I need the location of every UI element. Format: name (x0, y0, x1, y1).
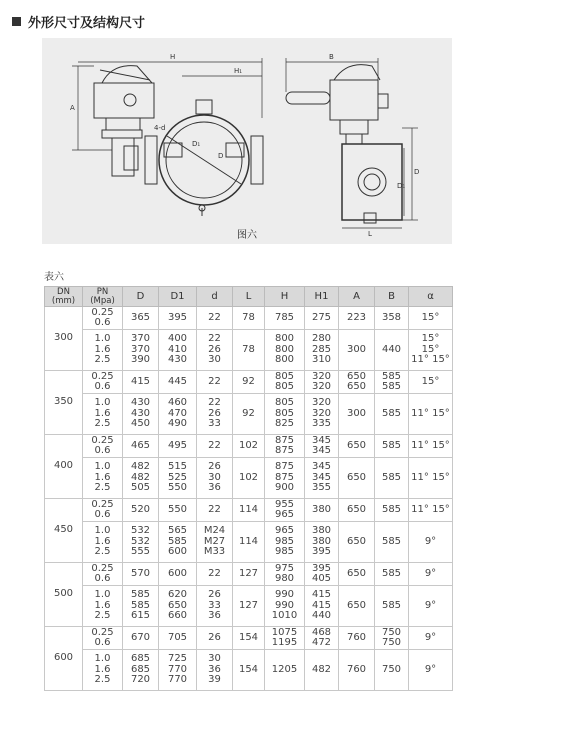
cell-h: 975 980 (265, 563, 305, 586)
table-row (45, 627, 453, 650)
cell-d: 365 (123, 307, 159, 330)
square-bullet-icon (12, 17, 21, 26)
cell-dn: 350 (45, 371, 83, 435)
cell-b: 750 750 (375, 627, 409, 650)
cell-bolt-d: 22 (197, 371, 233, 394)
cell-bolt-d: 22 (197, 307, 233, 330)
cell-h: 800 800 800 (265, 330, 305, 371)
cell-a: 650 (339, 435, 375, 458)
cell-dn: 500 (45, 563, 83, 627)
cell-a: 300 (339, 394, 375, 435)
cell-alpha: 11° 15° (409, 394, 453, 435)
cell-a: 650 (339, 499, 375, 522)
cell-pn: 0.25 0.6 (83, 307, 123, 330)
cell-a: 223 (339, 307, 375, 330)
table-row (45, 522, 453, 563)
cell-dn: 450 (45, 499, 83, 563)
cell-d1: 495 (159, 435, 197, 458)
cell-l: 154 (233, 627, 265, 650)
cell-alpha: 15° (409, 307, 453, 330)
cell-d1: 600 (159, 563, 197, 586)
section-title-text: 外形尺寸及结构尺寸 (28, 16, 146, 31)
cell-h1: 468 472 (305, 627, 339, 650)
cell-h1: 280 285 310 (305, 330, 339, 371)
cell-pn: 0.25 0.6 (83, 499, 123, 522)
cell-dn: 400 (45, 435, 83, 499)
header-pn: PN (Mpa) (83, 287, 123, 307)
dimension-table (44, 286, 453, 691)
cell-d1: 515 525 550 (159, 458, 197, 499)
cell-h: 1075 1195 (265, 627, 305, 650)
cell-pn: 1.0 1.6 2.5 (83, 586, 123, 627)
cell-l: 78 (233, 307, 265, 330)
table-row (45, 586, 453, 627)
cell-h1: 395 405 (305, 563, 339, 586)
dim-label-l: L (368, 230, 372, 238)
cell-l: 102 (233, 435, 265, 458)
table-row (45, 458, 453, 499)
valve-side-body (342, 144, 402, 220)
table-row (45, 330, 453, 371)
cell-h1: 320 320 335 (305, 394, 339, 435)
cell-alpha: 15° (409, 371, 453, 394)
cell-l: 92 (233, 371, 265, 394)
cell-alpha: 11° 15° (409, 458, 453, 499)
header-h: H (265, 287, 305, 307)
cell-d: 532 532 555 (123, 522, 159, 563)
cell-a: 760 (339, 627, 375, 650)
actuator-side (330, 80, 378, 120)
dim-label-side-d1: D₁ (397, 182, 406, 190)
cell-alpha: 9° (409, 627, 453, 650)
cell-b: 585 585 (375, 371, 409, 394)
cell-bolt-d: 22 (197, 435, 233, 458)
cell-h: 805 805 (265, 371, 305, 394)
handwheel-shaft (286, 92, 330, 104)
cell-b: 750 (375, 650, 409, 691)
cell-d: 520 (123, 499, 159, 522)
dim-label-b: B (329, 53, 334, 61)
cell-bolt-d: 26 33 36 (197, 586, 233, 627)
header-a: A (339, 287, 375, 307)
cell-a: 650 (339, 563, 375, 586)
cell-d1: 400 410 430 (159, 330, 197, 371)
table-body (45, 307, 453, 691)
table-row (45, 394, 453, 435)
cell-pn: 1.0 1.6 2.5 (83, 330, 123, 371)
cell-d: 482 482 505 (123, 458, 159, 499)
cell-pn: 1.0 1.6 2.5 (83, 650, 123, 691)
cell-l: 102 (233, 458, 265, 499)
header-bolt-d: d (197, 287, 233, 307)
cell-d: 585 585 615 (123, 586, 159, 627)
cell-alpha: 9° (409, 650, 453, 691)
cell-pn: 0.25 0.6 (83, 563, 123, 586)
cell-a: 760 (339, 650, 375, 691)
header-h1: H1 (305, 287, 339, 307)
cell-l: 127 (233, 563, 265, 586)
cell-h1: 482 (305, 650, 339, 691)
header-dn: DN (mm) (45, 287, 83, 307)
cell-d1: 445 (159, 371, 197, 394)
cell-b: 585 (375, 458, 409, 499)
table-row (45, 435, 453, 458)
dim-label-side-d: D (414, 168, 420, 176)
cell-h: 965 985 985 (265, 522, 305, 563)
cell-b: 440 (375, 330, 409, 371)
table-row (45, 499, 453, 522)
cell-b: 358 (375, 307, 409, 330)
cell-h1: 380 (305, 499, 339, 522)
cell-d: 370 370 390 (123, 330, 159, 371)
cell-a: 650 650 (339, 371, 375, 394)
cell-bolt-d: 26 30 36 (197, 458, 233, 499)
dim-label-nd: 4-d (154, 124, 166, 132)
cell-b: 585 (375, 394, 409, 435)
cell-h: 785 (265, 307, 305, 330)
cell-alpha: 9° (409, 563, 453, 586)
cell-bolt-d: 22 (197, 563, 233, 586)
dimension-drawing (42, 38, 452, 244)
cell-bolt-d: 26 (197, 627, 233, 650)
cell-d1: 565 585 600 (159, 522, 197, 563)
cell-l: 78 (233, 330, 265, 371)
cell-d: 465 (123, 435, 159, 458)
cell-b: 585 (375, 563, 409, 586)
cell-bolt-d: 22 26 33 (197, 394, 233, 435)
table-row (45, 563, 453, 586)
cell-pn: 1.0 1.6 2.5 (83, 394, 123, 435)
cell-d1: 620 650 660 (159, 586, 197, 627)
cell-h1: 345 345 (305, 435, 339, 458)
cell-l: 127 (233, 586, 265, 627)
table-row (45, 307, 453, 330)
cell-d: 570 (123, 563, 159, 586)
cell-dn: 300 (45, 307, 83, 371)
actuator-port (124, 94, 136, 106)
cell-d: 415 (123, 371, 159, 394)
cell-l: 154 (233, 650, 265, 691)
cell-alpha: 15° 15° 11° 15° (409, 330, 453, 371)
cell-h1: 415 415 440 (305, 586, 339, 627)
valve-drawing-svg (42, 38, 452, 244)
cell-h1: 275 (305, 307, 339, 330)
table-caption: 表六 (44, 272, 64, 283)
section-title (12, 12, 145, 31)
cell-d1: 550 (159, 499, 197, 522)
cell-l: 114 (233, 499, 265, 522)
dim-label-a: A (70, 104, 75, 112)
cell-h: 1205 (265, 650, 305, 691)
cell-pn: 1.0 1.6 2.5 (83, 522, 123, 563)
table-header-row (45, 287, 453, 307)
header-alpha: α (409, 287, 453, 307)
dim-label-d: D (218, 152, 224, 160)
cell-b: 585 (375, 499, 409, 522)
cell-h: 990 990 1010 (265, 586, 305, 627)
cell-a: 300 (339, 330, 375, 371)
cell-h: 805 805 825 (265, 394, 305, 435)
dim-label-d1: D₁ (192, 140, 201, 148)
cell-d: 430 430 450 (123, 394, 159, 435)
header-b: B (375, 287, 409, 307)
cell-h: 875 875 900 (265, 458, 305, 499)
cell-pn: 0.25 0.6 (83, 371, 123, 394)
cell-d1: 460 470 490 (159, 394, 197, 435)
cell-bolt-d: M24 M27 M33 (197, 522, 233, 563)
cell-l: 92 (233, 394, 265, 435)
table-row (45, 650, 453, 691)
cell-pn: 0.25 0.6 (83, 627, 123, 650)
cell-h1: 320 320 (305, 371, 339, 394)
cell-b: 585 (375, 586, 409, 627)
cell-d1: 395 (159, 307, 197, 330)
cell-h1: 345 345 355 (305, 458, 339, 499)
cell-bolt-d: 22 26 30 (197, 330, 233, 371)
cell-d: 685 685 720 (123, 650, 159, 691)
cell-b: 585 (375, 522, 409, 563)
cell-d: 670 (123, 627, 159, 650)
cell-pn: 1.0 1.6 2.5 (83, 458, 123, 499)
dim-label-h: H (170, 53, 176, 61)
header-d1: D1 (159, 287, 197, 307)
cell-alpha: 9° (409, 586, 453, 627)
cell-b: 585 (375, 435, 409, 458)
cell-a: 650 (339, 522, 375, 563)
cell-l: 114 (233, 522, 265, 563)
cell-h: 875 875 (265, 435, 305, 458)
cell-bolt-d: 22 (197, 499, 233, 522)
cell-alpha: 9° (409, 522, 453, 563)
cell-alpha: 11° 15° (409, 435, 453, 458)
header-d: D (123, 287, 159, 307)
cell-d1: 705 (159, 627, 197, 650)
dim-label-h1: H₁ (234, 67, 243, 75)
cell-dn: 600 (45, 627, 83, 691)
cell-a: 650 (339, 458, 375, 499)
cell-pn: 0.25 0.6 (83, 435, 123, 458)
table-row (45, 371, 453, 394)
cell-a: 650 (339, 586, 375, 627)
cell-alpha: 11° 15° (409, 499, 453, 522)
cell-h: 955 965 (265, 499, 305, 522)
cell-d1: 725 770 770 (159, 650, 197, 691)
cell-bolt-d: 30 36 39 (197, 650, 233, 691)
figure-caption: 图六 (237, 230, 257, 241)
header-l: L (233, 287, 265, 307)
cell-h1: 380 380 395 (305, 522, 339, 563)
